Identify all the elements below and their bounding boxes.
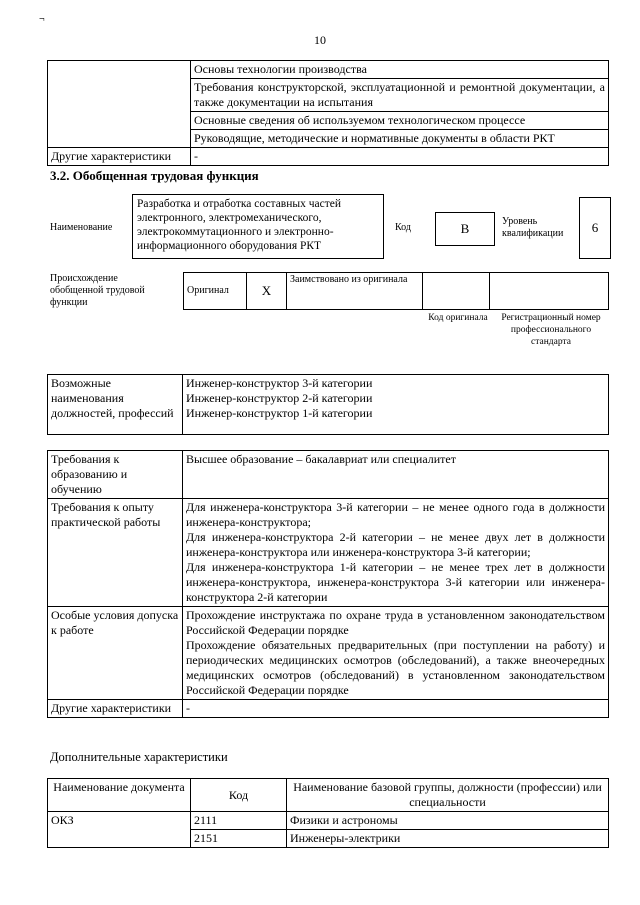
- knowledge-item: Требования конструкторской, эксплуатационной и ремонтной документации, а также документации на испытания: [191, 79, 609, 112]
- section-title: 3.2. Обобщенная трудовая функция: [50, 168, 259, 183]
- experience-item: Для инженера-конструктора 1-й категории – не менее трех лет в должности инженера-конструктора, инженера-конструктора 3-й категории или инженера-конструктора 2-й категории: [186, 560, 605, 604]
- code-cell: 2111: [191, 812, 287, 830]
- corner-mark: ¬: [39, 14, 45, 25]
- knowledge-item: Основы технологии производства: [191, 61, 609, 79]
- positions-list: [183, 375, 609, 435]
- code-cell: 2151: [191, 830, 287, 848]
- special-item: Прохождение обязательных предварительных (при поступлении на работу) и периодических медицинских осмотров (обследований), а также внеочередных медицинских осмотров (обследований) в установленном законодательством Российской Федерации порядке: [186, 638, 605, 697]
- borrowed-label: Заимствовано из оригинала: [287, 273, 423, 310]
- original-label: Оригинал: [184, 273, 247, 310]
- table-row: [48, 812, 609, 830]
- original-mark: X: [247, 273, 287, 310]
- caption-registration-number: Регистрационный номер профессионального стандарта: [501, 313, 601, 347]
- origin-reg-cell: [490, 273, 609, 310]
- education-value: Высшее образование – бакалавриат или специалитет: [183, 451, 609, 499]
- code-value-box: B: [435, 212, 495, 246]
- level-label: Уровень квалификации: [502, 216, 564, 239]
- education-label: Требования к образованию и обучению: [48, 451, 183, 499]
- header-code: Код: [191, 779, 287, 812]
- experience-values: [183, 499, 609, 607]
- position-item: Инженер-конструктор 1-й категории: [186, 406, 373, 420]
- caption-code-original: Код оригинала: [428, 313, 488, 323]
- name-cell: Физики и астрономы: [287, 812, 609, 830]
- req-other-label: Другие характеристики: [48, 700, 183, 718]
- origin-label: Происхождение обобщенной трудовой функции: [50, 273, 145, 308]
- position-item: Инженер-конструктор 3-й категории: [186, 376, 373, 390]
- function-name-box: Разработка и отработка составных частей электронного, электромеханического, электрокоммутационного и электронно-информационного оборудования РКТ: [132, 194, 384, 259]
- name-cell: Инженеры-электрики: [287, 830, 609, 848]
- position-item: Инженер-конструктор 2-й категории: [186, 391, 373, 405]
- level-value-box: 6: [579, 197, 611, 259]
- other-characteristics-label: Другие характеристики: [48, 148, 191, 166]
- special-values: [183, 607, 609, 700]
- experience-label: Требования к опыту практической работы: [48, 499, 183, 607]
- experience-item: Для инженера-конструктора 2-й категории – не менее двух лет в должности инженера-конструктора или инженера-конструктора 3-й категории;: [186, 530, 605, 559]
- header-name: Наименование базовой группы, должности (профессии) или специальности: [287, 779, 609, 812]
- origin-code-cell: [423, 273, 490, 310]
- name-label: Наименование: [50, 222, 113, 233]
- knowledge-item: Руководящие, методические и нормативные документы в области РКТ: [191, 130, 609, 148]
- requirements-table: [47, 450, 609, 718]
- knowledge-label-cell: [48, 61, 191, 148]
- positions-table: [47, 374, 609, 435]
- header-document: Наименование документа: [48, 779, 191, 812]
- page-number: 10: [314, 33, 326, 47]
- additional-title: Дополнительные характеристики: [50, 750, 228, 764]
- origin-table: [183, 272, 609, 310]
- additional-table: [47, 778, 609, 848]
- doc-cell: ОКЗ: [48, 812, 191, 848]
- req-other-value: -: [183, 700, 609, 718]
- code-label: Код: [395, 222, 411, 233]
- knowledge-item: Основные сведения об используемом технологическом процессе: [191, 112, 609, 130]
- special-label: Особые условия допуска к работе: [48, 607, 183, 700]
- other-characteristics-value: -: [191, 148, 609, 166]
- positions-label: Возможные наименования должностей, профессий: [48, 375, 183, 435]
- knowledge-table: [47, 60, 609, 166]
- experience-item: Для инженера-конструктора 3-й категории – не менее одного года в должности инженера-конструктора;: [186, 500, 605, 529]
- special-item: Прохождение инструктажа по охране труда в установленном законодательством Российской Федерации порядке: [186, 608, 605, 637]
